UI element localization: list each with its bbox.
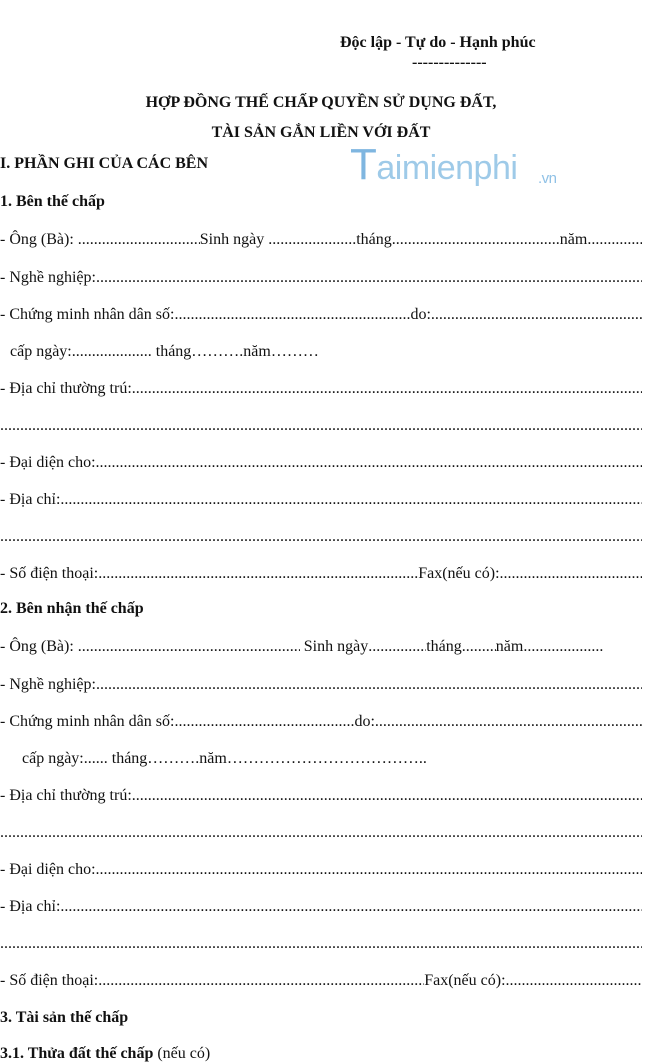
watermark-first-letter: T xyxy=(350,140,377,189)
party2-heading: 2. Bên nhận thế chấp xyxy=(0,600,144,617)
party1-phone-row: - Số điện thoại: ..... Fax(nếu có): ..... xyxy=(0,564,642,584)
party1-name-row: - Ông (Bà): ..... Sinh ngày ..... tháng..... năm..... xyxy=(0,230,642,250)
party1-rep-row: - Đại diện cho: ..... xyxy=(0,453,642,473)
party1-address-row: - Địa chỉ thường trú: ..... xyxy=(0,379,642,399)
party2-address-continuation xyxy=(0,823,642,843)
section-heading-parties: I. PHẦN GHI CỦA CÁC BÊN xyxy=(0,155,209,172)
party1-issued-row: cấp ngày:.................... tháng……….năm……… xyxy=(10,343,319,360)
party1-job-row: - Nghề nghiệp: ..... xyxy=(0,268,642,288)
motto: Độc lập - Tự do - Hạnh phúc xyxy=(340,34,536,51)
collateral-heading: 3. Tài sản thế chấp xyxy=(0,1009,129,1026)
watermark-text: aimienphi xyxy=(376,149,518,187)
party2-addr2-continuation xyxy=(0,934,642,954)
title-line-2: TÀI SẢN GẮN LIỀN VỚI ĐẤT xyxy=(211,124,431,141)
party1-heading: 1. Bên thế chấp xyxy=(0,193,105,210)
header-divider: -------------- xyxy=(412,54,487,71)
party2-name-row: - Ông (Bà): ..... Sinh ngày..... tháng..... năm..... xyxy=(0,637,642,657)
party1-addr2-continuation xyxy=(0,527,642,547)
party2-rep-row: - Đại diện cho: ..... xyxy=(0,860,642,880)
party2-issued-row: cấp ngày:...... tháng……….năm……………………………….. xyxy=(22,750,427,767)
party2-addr2-row: - Địa chỉ: ..... xyxy=(0,897,642,917)
party2-phone-row: - Số điện thoại: ..... Fax(nếu có): ..... xyxy=(0,971,642,991)
title-line-1: HỢP ĐỒNG THẾ CHẤP QUYỀN SỬ DỤNG ĐẤT, xyxy=(145,94,497,111)
party2-id-row: - Chứng minh nhân dân số: ..... do: ..... xyxy=(0,712,642,732)
party2-address-row: - Địa chỉ thường trú: ..... xyxy=(0,786,642,806)
watermark-suffix: .vn xyxy=(538,170,557,187)
party1-address-continuation xyxy=(0,416,642,436)
land-plot-subheading: 3.1. Thửa đất thế chấp (nếu có) xyxy=(0,1045,211,1062)
party2-job-row: - Nghề nghiệp: ..... xyxy=(0,675,642,695)
party1-id-row: - Chứng minh nhân dân số: ..... do: ..... xyxy=(0,305,642,325)
party1-addr2-row: - Địa chỉ: ..... xyxy=(0,490,642,510)
